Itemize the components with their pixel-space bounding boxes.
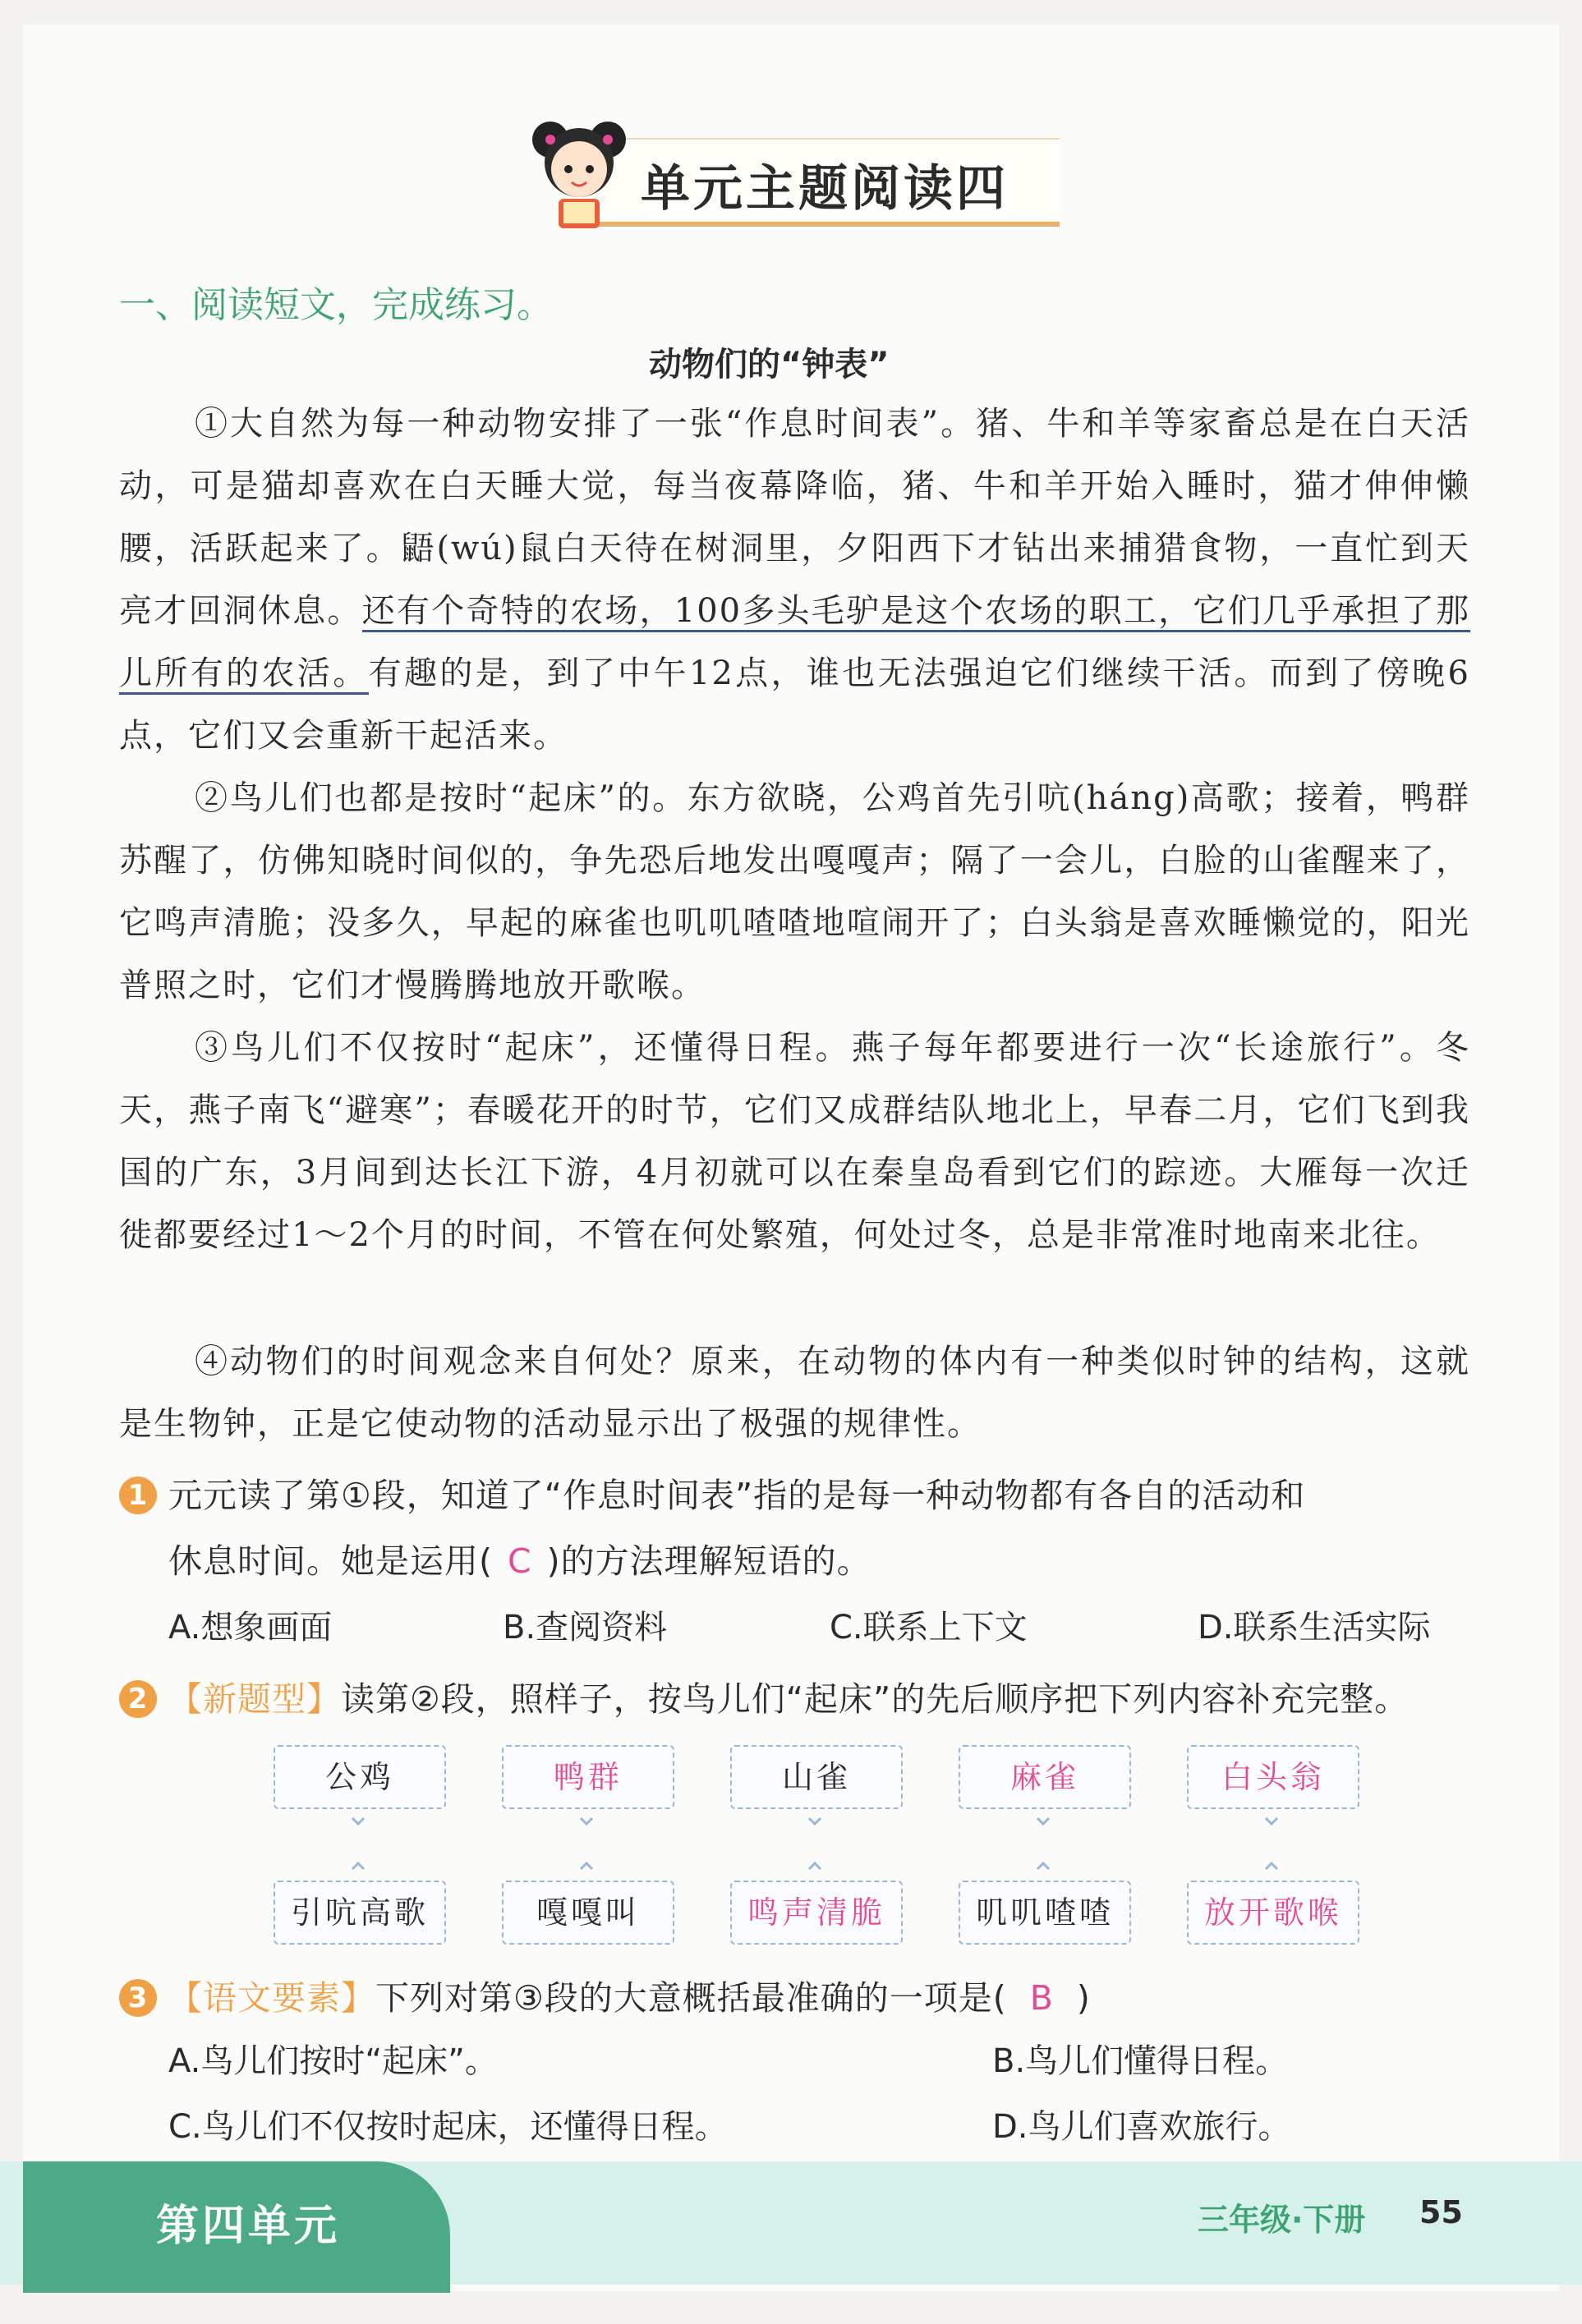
chevron-down-icon (1035, 1813, 1051, 1830)
bird-box-4[interactable]: 麻雀 (959, 1745, 1131, 1809)
option-d[interactable]: D.鸟儿们喜欢旅行。 (992, 2108, 1291, 2146)
paragraph-3: ③鸟儿们不仅按时“起床”，还懂得日程。燕子每年都要进行一次“长途旅行”。冬天，燕子南飞“避寒”；春暖花开的时节，它们又成群结队地北上，早春二月，它们飞到我国的广东，3月间到达长江下游，4月初就可以在秦皇岛看到它们的踪迹。大雁每一次迁徙都要经过1～2个月的时间，不管在何处繁殖，何处过冬，总是非常准时地南来北往。 (119, 1029, 1470, 1254)
option-c[interactable]: C.联系上下文 (830, 1609, 1028, 1647)
bird-box-3: 山雀 (730, 1745, 903, 1809)
chevron-down-icon (578, 1813, 595, 1830)
question-3 (119, 1966, 1474, 2030)
question-2 (119, 1667, 1474, 1731)
question-text: 元元读了第①段，知道了“作息时间表”指的是每一种动物都有各自的活动和 (168, 1476, 1306, 1515)
footer-grade: 三年级·下册 (1198, 2202, 1366, 2238)
paragraph-1-part-c: 有趣的是，到了中午12点，谁也无法强迫它们继续干活。而到了傍晚6点，它们又会重新干起活来。 (119, 654, 1471, 755)
girl-reading-icon (517, 107, 641, 230)
question-text: 休息时间。她是运用( (168, 1541, 493, 1581)
chevron-down-icon (807, 1813, 823, 1830)
question-text: 下列对第③段的大意概括最准确的一项是( (375, 1978, 1007, 2018)
option-b[interactable]: B.查阅资料 (503, 1609, 668, 1647)
section-heading: 一、阅读短文，完成练习。 (119, 284, 553, 326)
question-tag: 【语文要素】 (168, 1978, 375, 2018)
question-1 (119, 1463, 1474, 1527)
paragraph-1 (119, 393, 1470, 767)
handwritten-answer[interactable]: B (1029, 1978, 1054, 2018)
option-d[interactable]: D.联系生活实际 (1198, 1609, 1431, 1647)
underlined-sentence: 还有个奇特的农场，100多头毛驴是这个农场的职工，它们几乎承担了那儿所有的农活。 (119, 592, 1470, 695)
question-number: 3 (119, 1979, 157, 2017)
option-a[interactable]: A.想象画面 (168, 1609, 333, 1647)
chevron-up-icon (1035, 1858, 1051, 1874)
bird-box-1: 公鸡 (274, 1745, 446, 1809)
question-text: ) (1076, 1978, 1091, 2018)
question-text: 读第②段，照样子，按鸟儿们“起床”的先后顺序把下列内容补充完整。 (341, 1679, 1410, 1719)
paragraph-2: ②鸟儿们也都是按时“起床”的。东方欲晓，公鸡首先引吭(háng)高歌；接着，鸭群苏醒了，仿佛知晓时间似的，争先恐后地发出嘎嘎声；隔了一会儿，白脸的山雀醒来了，它鸣声清脆；没多久，早起的麻雀也叽叽喳喳地喧闹开了；白头翁是喜欢睡懒觉的，阳光普照之时，它们才慢腾腾地放开歌喉。 (119, 779, 1470, 1004)
chevron-up-icon (350, 1858, 366, 1874)
option-c[interactable]: C.鸟儿们不仅按时起床，还懂得日程。 (168, 2108, 728, 2146)
option-b[interactable]: B.鸟儿们懂得日程。 (992, 2042, 1289, 2080)
page-number: 55 (1419, 2194, 1463, 2230)
footer-unit-label: 第四单元 (156, 2202, 341, 2251)
chevron-up-icon (1263, 1858, 1280, 1874)
bird-box-2[interactable]: 鸭群 (502, 1745, 674, 1809)
question-number: 2 (119, 1680, 157, 1718)
sound-box-2: 嘎嘎叫 (502, 1881, 674, 1945)
chevron-up-icon (578, 1858, 595, 1874)
page-title: 单元主题阅读四 (641, 160, 1009, 218)
paragraph-1-part-a: ①大自然为每一种动物安排了一张“作息时间表”。猪、牛和羊等家畜总是在白天活动，可是猫却喜欢在白天睡大觉，每当夜幕降临，猪、牛和羊开始入睡时，猫才伸伸懒腰，活跃起来了。鼯(wú)鼠白天待在树洞里，夕阳西下才钻出来捕猎食物，一直忙到天亮才回洞休息。 (119, 405, 1470, 630)
question-tag: 【新题型】 (168, 1679, 341, 1719)
question-number: 1 (119, 1477, 157, 1514)
question-1-line-2 (168, 1529, 1474, 1593)
chevron-up-icon (807, 1858, 823, 1874)
sound-box-5[interactable]: 放开歌喉 (1187, 1881, 1359, 1945)
sound-box-4: 叽叽喳喳 (959, 1881, 1131, 1945)
chevron-down-icon (350, 1813, 366, 1830)
chevron-down-icon (1263, 1813, 1280, 1830)
handwritten-answer[interactable]: C (508, 1541, 532, 1581)
option-a[interactable]: A.鸟儿们按时“起床”。 (168, 2042, 498, 2080)
sound-box-1: 引吭高歌 (274, 1881, 446, 1945)
bird-box-5[interactable]: 白头翁 (1187, 1745, 1359, 1809)
sound-box-3[interactable]: 鸣声清脆 (730, 1881, 903, 1945)
paragraph-4: ④动物们的时间观念来自何处？原来，在动物的体内有一种类似时钟的结构，这就是生物钟，正是它使动物的活动显示出了极强的规律性。 (119, 1343, 1470, 1443)
question-text: )的方法理解短语的。 (546, 1541, 871, 1581)
article-title: 动物们的“钟表” (649, 346, 890, 384)
